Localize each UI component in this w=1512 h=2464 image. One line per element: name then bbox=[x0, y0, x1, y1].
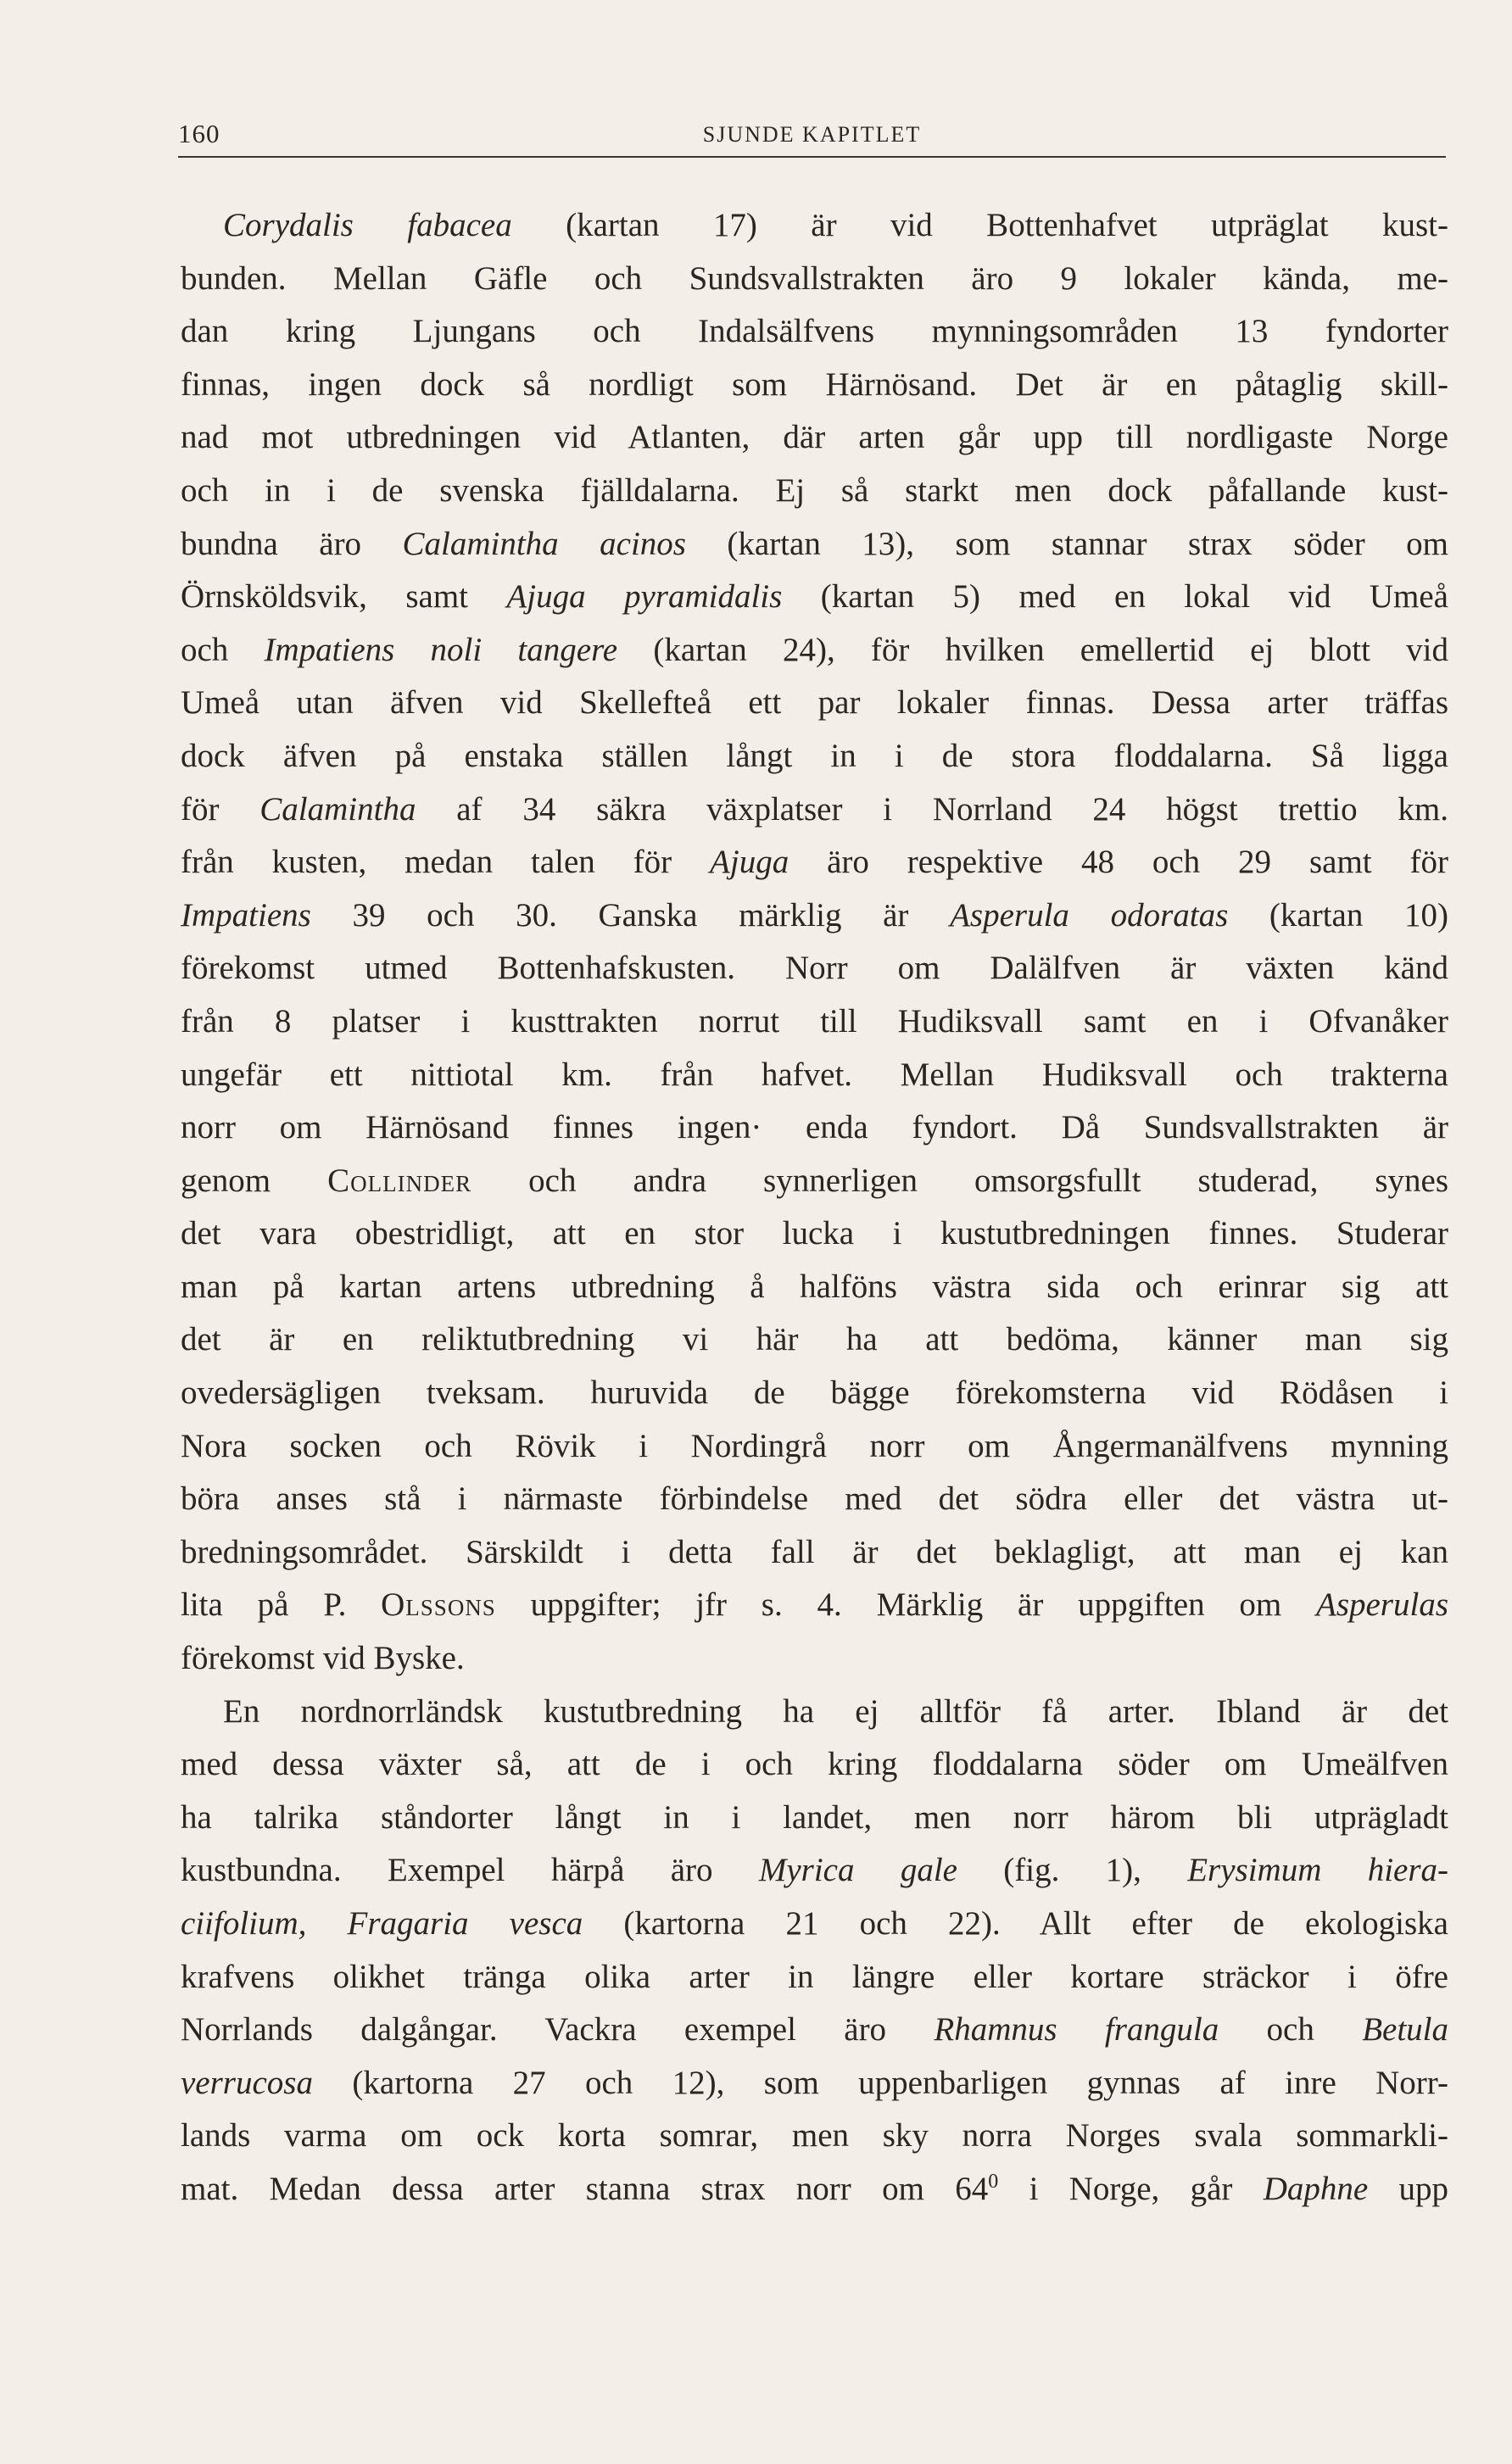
text-line: genom Collinder och andra synnerligen omsorgsfullt studerad, synes bbox=[181, 1162, 1448, 1199]
text-line: ungefär ett nittiotal km. från hafvet. Mellan Hudiksvall och trakterna bbox=[181, 1056, 1448, 1093]
text-line: för Calamintha af 34 säkra växplatser i Norrland 24 högst trettio km. bbox=[181, 790, 1448, 828]
species-name: Asperula odoratas bbox=[950, 896, 1229, 934]
text-line: bundna äro Calamintha acinos (kartan 13), som stannar strax söder om bbox=[181, 525, 1448, 562]
species-name: Rhamnus frangula bbox=[934, 2011, 1219, 2049]
text-line: förekomst utmed Bottenhafskusten. Norr om Dalälfven är växten känd bbox=[181, 950, 1448, 987]
chapter-title: SJUNDE KAPITLET bbox=[702, 122, 922, 147]
text-line: Corydalis fabacea (kartan 17) är vid Bottenhafvet utpräglat kust- bbox=[223, 207, 1448, 243]
species-name: verrucosa bbox=[181, 2064, 313, 2101]
text-line: Nora socken och Rövik i Nordingrå norr om Ångermanälfvens mynning bbox=[181, 1427, 1448, 1464]
text-line: bredningsområdet. Särskildt i detta fall är det beklagligt, att man ej kan bbox=[181, 1533, 1448, 1570]
text-line: ovedersägligen tveksam. huruvida de bägge förekomsterna vid Rödåsen i bbox=[181, 1374, 1448, 1412]
text-line: från kusten, medan talen för Ajuga äro respektive 48 och 29 samt för bbox=[181, 844, 1448, 881]
species-name: Ajuga pyramidalis bbox=[506, 578, 783, 616]
author-name: Olssons bbox=[381, 1586, 496, 1624]
text-line: krafvens olikhet tränga olika arter in längre eller kortare sträckor i öfre bbox=[181, 1958, 1448, 1995]
text-line: mat. Medan dessa arter stanna strax norr om $64^0$ i Norge, går Daphne upp bbox=[181, 2170, 1448, 2207]
text-line: nad mot utbredningen vid Atlanten, där arten går upp till nordligaste Norge bbox=[181, 419, 1448, 456]
species-name: Ajuga bbox=[710, 844, 789, 881]
species-name: Corydalis fabacea bbox=[223, 207, 512, 243]
species-name: Erysimum hiera- bbox=[1187, 1852, 1448, 1889]
body-text bbox=[181, 199, 1448, 2216]
text-line: verrucosa (kartorna 27 och 12), som uppenbarligen gynnas af inre Norr- bbox=[181, 2064, 1448, 2101]
text-line: lita på P. Olssons uppgifter; jfr s. 4. Märklig är uppgiften om Asperulas bbox=[181, 1586, 1448, 1624]
running-head bbox=[178, 119, 1446, 158]
species-name: Asperulas bbox=[1316, 1586, 1448, 1624]
page-number: 160 bbox=[178, 119, 220, 148]
text-line: man på kartan artens utbredning å halföns västra sida och erinrar sig att bbox=[181, 1268, 1448, 1305]
text-line: Impatiens 39 och 30. Ganska märklig är Asperula odoratas (kartan 10) bbox=[181, 896, 1448, 934]
text-line: med dessa växter så, att de i och kring floddalarna söder om Umeälfven bbox=[181, 1746, 1448, 1783]
text-line: det är en reliktutbredning vi här ha att bedöma, känner man sig bbox=[181, 1321, 1448, 1358]
text-line: dan kring Ljungans och Indalsälfvens mynningsområden 13 fyndorter bbox=[181, 313, 1448, 350]
text-line: och Impatiens noli tangere (kartan 24), för hvilken emellertid ej blott vid bbox=[181, 631, 1448, 668]
text-line: lands varma om ock korta somrar, men sky norra Norges svala sommarkli- bbox=[181, 2117, 1448, 2155]
text-line: norr om Härnösand finnes ingen· enda fyndort. Då Sundsvallstrakten är bbox=[181, 1109, 1448, 1146]
text-line: Umeå utan äfven vid Skellefteå ett par lokaler finnas. Dessa arter träffas bbox=[181, 684, 1448, 722]
species-name: Betula bbox=[1362, 2011, 1448, 2049]
species-name: Calamintha acinos bbox=[402, 525, 686, 562]
text-line: Norrlands dalgångar. Vackra exempel äro Rhamnus frangula och Betula bbox=[181, 2011, 1448, 2049]
species-name: Daphne bbox=[1263, 2170, 1369, 2207]
species-name: Calamintha bbox=[259, 790, 416, 828]
text-line: En nordnorrländsk kustutbredning ha ej alltför få arter. Ibland är det bbox=[223, 1692, 1448, 1730]
text-line: ha talrika ståndorter långt in i landet, men norr härom bli utprägladt bbox=[181, 1798, 1448, 1836]
text-line: bunden. Mellan Gäfle och Sundsvallstrakten äro 9 lokaler kända, me- bbox=[181, 259, 1448, 297]
degree-mark: 0 bbox=[988, 2170, 999, 2193]
text-line: det vara obestridligt, att en stor lucka i kustutbredningen finnes. Studerar bbox=[181, 1215, 1448, 1252]
text-line: förekomst vid Byske. bbox=[181, 1640, 465, 1677]
species-name: Myrica gale bbox=[758, 1852, 957, 1889]
text-line: böra anses stå i närmaste förbindelse med det södra eller det västra ut- bbox=[181, 1480, 1448, 1518]
text-line: finnas, ingen dock så nordligt som Härnösand. Det är en påtaglig skill- bbox=[181, 365, 1448, 403]
text-line: från 8 platser i kusttrakten norrut till Hudiksvall samt en i Ofvanåker bbox=[181, 1002, 1448, 1040]
species-name: ciifolium, Fragaria vesca bbox=[181, 1905, 583, 1942]
species-name: Impatiens noli tangere bbox=[264, 631, 618, 668]
text-line: Örnsköldsvik, samt Ajuga pyramidalis (kartan 5) med en lokal vid Umeå bbox=[181, 578, 1448, 616]
species-name: Impatiens bbox=[181, 896, 311, 934]
text-line: dock äfven på enstaka ställen långt in i de stora floddalarna. Så ligga bbox=[181, 737, 1448, 774]
text-line: kustbundna. Exempel härpå äro Myrica gale (fig. 1), Erysimum hiera- bbox=[181, 1852, 1448, 1889]
text-line: och in i de svenska fjälldalarna. Ej så starkt men dock påfallande kust- bbox=[181, 471, 1448, 509]
author-name: Collinder bbox=[327, 1162, 472, 1199]
text-line: ciifolium, Fragaria vesca (kartorna 21 och 22). Allt efter de ekologiska bbox=[181, 1905, 1448, 1942]
